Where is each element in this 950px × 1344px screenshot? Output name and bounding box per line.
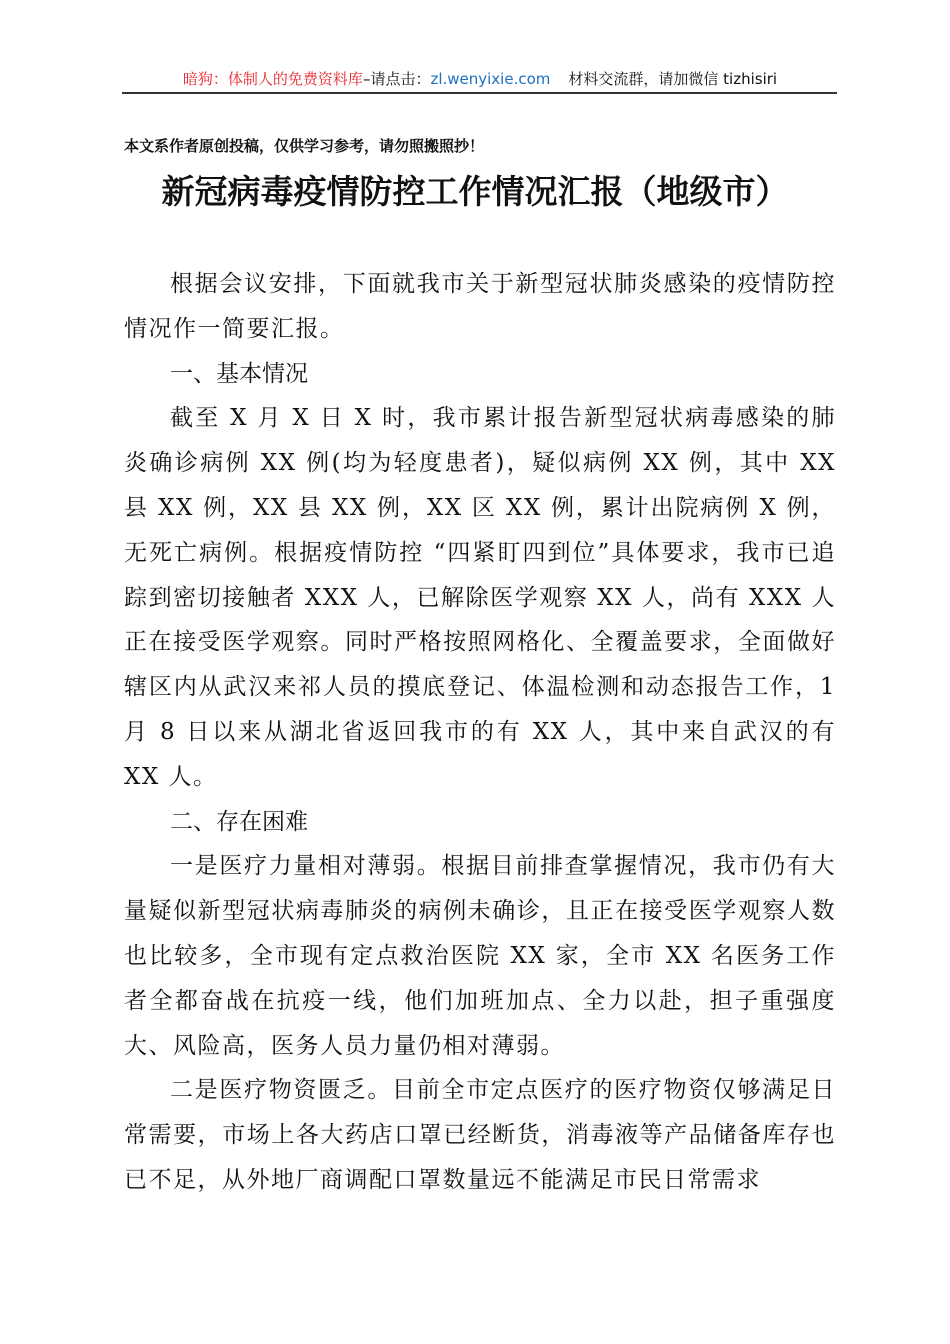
intro-paragraph: 根据会议安排，下面就我市关于新型冠状肺炎感染的疫情防控情况作一简要汇报。 [124, 271, 836, 342]
header-brand: 暗狗：体制人的免费资料库 [182, 70, 363, 88]
section-heading: 二、存在困难 [170, 808, 308, 835]
header-click-prompt: –请点击： [362, 70, 431, 88]
document-title: 新冠病毒疫情防控工作情况汇报（地级市） [161, 172, 789, 211]
header-divider [122, 92, 837, 94]
paragraph: 一是医疗力量相对薄弱。根据目前排查掌握情况，我市仍有大量疑似新型冠状病毒肺炎的病例未确诊，且正在接受医学观察人数也比较多，全市现有定点救治医院 XX 家，全市 XX 名医务工作者全都奋战在抗疫一线，他们加班加点、全力以赴，担子重强度大、风险高，医务人员力量仍相对薄弱。 [124, 853, 836, 1059]
page-header [124, 68, 836, 89]
header-link[interactable]: zl.wenyixie.com [430, 70, 551, 88]
disclaimer: 本文系作者原创投稿，仅供学习参考，请勿照搬照抄！ [124, 137, 485, 155]
section-heading: 一、基本情况 [170, 360, 308, 387]
paragraph: 二是医疗物资匮乏。目前全市定点医疗的医疗物资仅够满足日常需要，市场上各大药店口罩已经断货，消毒液等产品储备库存也已不足，从外地厂商调配口罩数量远不能满足市民日常需求 [124, 1077, 836, 1193]
document-body [124, 262, 836, 1203]
paragraph: 截至 X 月 X 日 X 时，我市累计报告新型冠状病毒感染的肺炎确诊病例 XX 例(均为轻度患者)，疑似病例 XX 例，其中 XX 县 XX 例，XX 县 XX 例，XX 区 XX 例，累计出院病例 X 例，无死亡病例。根据疫情防控 “四紧盯四到位”具体要求，我市已追踪到密切接触者 XXX 人，已解除医学观察 XX 人，尚有 XXX 人正在接受医学观察。同时严格按照网格化、全覆盖要求，全面做好辖区内从武汉来祁人员的摸底登记、体温检测和动态报告工作，1 月 8 日以来从湖北省返回我市的有 XX 人，其中来自武汉的有 XX 人。 [124, 405, 836, 790]
header-contact: 材料交流群，请加微信 tizhisiri [568, 70, 778, 88]
